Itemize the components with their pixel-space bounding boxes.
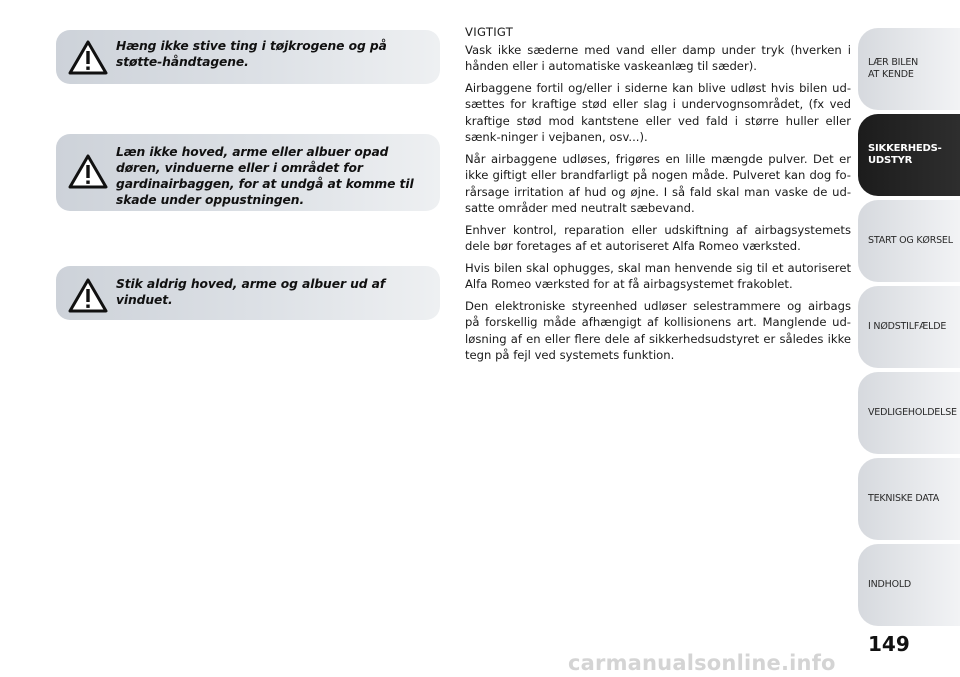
tab-i-nodstilfaelde[interactable] xyxy=(858,286,960,368)
paragraph: Hvis bilen skal ophugges, skal man henvende sig til et autoriseret Alfa Romeo værksted for at få airbagsystemet frakoblet. xyxy=(465,260,851,291)
tab-vedligeholdelse[interactable] xyxy=(858,372,960,454)
tab-label: START OG KØRSEL xyxy=(868,235,953,246)
tab-label: TEKNISKE DATA xyxy=(868,493,940,504)
tab-laer-bilen-at-kende[interactable] xyxy=(858,28,960,110)
paragraph: Når airbaggene udløses, frigøres en lille mængde pulver. Det er ikke giftigt eller brandfarligt på nogen måde. Pulveret kan dog fo-rårsage irritation af hud og øjne. I så fald skal man vaske de ud-satte områder med neutralt sæbevand. xyxy=(465,151,851,215)
warning-triangle-icon xyxy=(68,40,108,76)
warning-triangle-icon xyxy=(68,154,108,190)
tab-tekniske-data[interactable] xyxy=(858,458,960,540)
section-heading: VIGTIGT xyxy=(465,25,514,39)
paragraph: Airbaggene fortil og/eller i siderne kan blive udløst hvis bilen ud-sættes for kraftige stød eller slag i undervognsområdet, (fx ved kraftige stød mod kantstene eller ved fald i større huller eller sænk-ninger i vejbanen, osv...). xyxy=(465,80,851,144)
tab-start-og-korsel[interactable] xyxy=(858,200,960,282)
warning-box-2 xyxy=(56,134,440,211)
warning-triangle-icon xyxy=(68,278,108,314)
tab-indhold[interactable] xyxy=(858,544,960,626)
warning-text-1: Hæng ikke stive ting i tøjkrogene og på støtte-håndtagene. xyxy=(116,39,387,69)
paragraph: Enhver kontrol, reparation eller udskiftning af airbagsystemets dele bør foretages af et autoriseret Alfa Romeo værksted. xyxy=(465,222,851,253)
tab-label: LÆR BILEN AT KENDE xyxy=(868,57,919,80)
warning-box-1 xyxy=(56,30,440,84)
page-number: 149 xyxy=(868,632,910,656)
warning-text-2: Læn ikke hoved, arme eller albuer opad døren, vinduerne eller i området for gardinairbaggen, for at undgå at komme til skade under oppustningen. xyxy=(116,145,414,207)
tab-label: SIKKERHEDS- UDSTYR xyxy=(868,143,942,166)
paragraph: Den elektroniske styreenhed udløser selestrammere og airbags på forskellig måde afhængigt af kollisionens art. Manglende ud-løsning af en eller flere dele af sikkerhedsudstyret er således ikke tegn på fejl ved systemets funktion. xyxy=(465,298,851,362)
warning-box-3 xyxy=(56,266,440,320)
warning-text-3: Stik aldrig hoved, arme og albuer ud af vinduet. xyxy=(116,277,386,307)
main-text-column xyxy=(465,24,851,369)
paragraph: Vask ikke sæderne med vand eller damp under tryk (hverken i hånden eller i automatiske vaskeanlæg til sæder). xyxy=(465,42,851,73)
tab-sikkerhedsudstyr[interactable] xyxy=(858,114,960,196)
tab-label: VEDLIGEHOLDELSE xyxy=(868,407,957,418)
tab-label: I NØDSTILFÆLDE xyxy=(868,321,947,332)
tab-label: INDHOLD xyxy=(868,579,912,590)
watermark: carmanualsonline.info xyxy=(568,651,836,675)
